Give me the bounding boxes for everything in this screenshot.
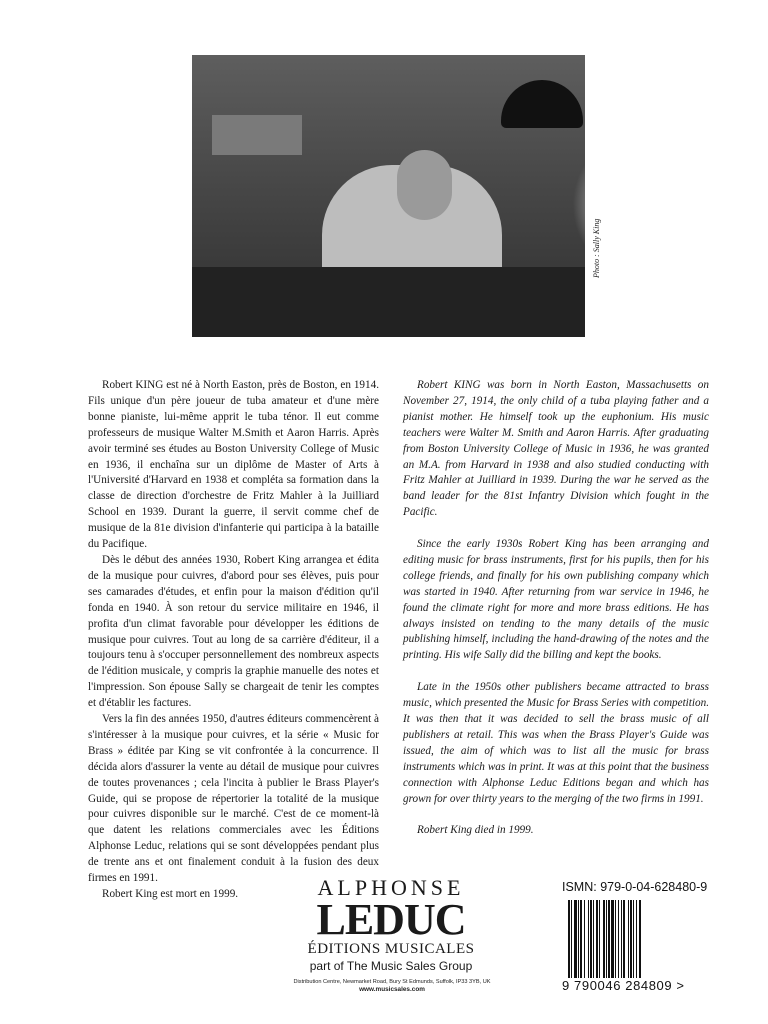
french-paragraph-2: Dès le début des années 1930, Robert King arrangea et édita de la musique pour cuivres, d'abord pour ses élèves, puis pour ses camarades d'études, et enfin pour la maison d'édition qu'il fonda en 1940. À son retour du service militaire en 1946, il profita d'un climat favorable pour développer les éditions de musique pour cuivres. Tout au long de sa carrière d'éditeur, il a toujours tenu à s'occuper personnellement des nombreux aspects de l'édition musicale, y compris la graphie manuelle des notes et l'impression. Son épouse Sally se chargeait de tenir les comptes et d'établir les factures. xyxy=(88,553,379,710)
ismn-label: ISMN: 979-0-04-628480-9 xyxy=(562,880,708,894)
french-paragraph-4: Robert King est mort en 1999. xyxy=(102,888,239,900)
english-text-column xyxy=(403,378,709,855)
french-text-column xyxy=(88,378,379,903)
logo-editions: ÉDITIONS MUSICALES xyxy=(307,941,475,957)
publisher-logo xyxy=(300,876,482,973)
logo-leduc: LEDUC xyxy=(316,895,466,944)
english-paragraph-3: Late in the 1950s other publishers became attracted to brass music, which presented the Music for Brass Series with competition. It was then that it was decided to sell the brass music of all publishers at retail. This was when the Brass Player's Guide was issued, the aim of which was to list all the music for brass instruments which was in print. It was at this point that the business connection with Alphonse Leduc Editions began and which has grown for over thirty years to the merging of the two firms in 1991. xyxy=(403,681,709,805)
photo-shelf xyxy=(212,115,302,155)
english-paragraph-2: Since the early 1930s Robert King has been arranging and editing music for brass instruments, first for his pupils, then for his college friends, and finally for his own publishing company which was started in 1940. After returning from war service in 1946, he found the climate right for more and more brass editions. He has always insisted on tending to the many details of the music publishing himself, including the hand-drawing of the notes and the printing. His wife Sally did the billing and kept the books. xyxy=(403,538,709,662)
french-paragraph-1: Robert KING est né à North Easton, près de Boston, en 1914. Fils unique d'un père joueur de tuba amateur et d'une mère bonne pianiste, lui-même apprit le tuba ténor. Il eut comme professeurs de musique Walter M.Smith et Aaron Harris. Après avoir terminé ses études au Boston University College of Music en 1936, il enchaîna sur un diplôme de Master of Arts à l'Université d'Harvard en 1938 et compléta sa formation dans la classe de direction d'orchestre de Fritz Mahler à la Juilliard School en 1939. Durant la guerre, il servit comme chef de musique de la 81e division d'infanterie qui participa à la bataille du Pacifique. xyxy=(88,379,379,551)
english-paragraph-1: Robert KING was born in North Easton, Massachusetts on November 27, 1914, the only child of a tuba playing father and a pianist mother. He himself took up the euphonium. His music teachers were Walter M. Smith and Aaron Harris. After graduating from Boston University College of Music in 1936, he was granted an M.A. from Harvard in 1938 and also studied conducting with Fritz Mahler at Juilliard in 1939. During the war he served as the band leader for the 81st Infantry Division which fought in the Pacific. xyxy=(403,379,709,519)
photo-head xyxy=(397,150,452,220)
publisher-url: www.musicsales.com xyxy=(359,986,425,993)
barcode-number: 9 790046 284809 > xyxy=(562,978,685,993)
photo-credit: Photo : Sally King xyxy=(592,218,601,278)
author-photo xyxy=(192,55,585,337)
photo-desk xyxy=(192,267,585,337)
photo-lamp xyxy=(501,80,583,128)
logo-group: part of The Music Sales Group xyxy=(309,959,473,973)
english-paragraph-4: Robert King died in 1999. xyxy=(417,824,534,837)
distribution-info xyxy=(274,978,510,994)
barcode-gap xyxy=(641,900,642,978)
distribution-address: Distribution Centre, Newmarket Road, Bury St Edmunds, Suffolk, IP33 3YB, UK xyxy=(293,979,491,985)
french-paragraph-3: Vers la fin des années 1950, d'autres éditeurs commencèrent à s'intéresser à la musique pour cuivres, et la série « Music for Brass » éditée par King se vit confrontée à la concurrence. Il décida alors d'assurer la vente au détail de musique pour cuivres de toutes provenances ; cela l'incita à publier le Brass Player's Guide, qui se propose de répertorier la totalité de la musique pour cuivres disponible sur le marché. C'est de ce moment-là que datent les relations commerciales avec les Éditions Alphonse Leduc, relations qui se sont développées pendant plus de trente ans et ont finalement conduit à la fusion des deux firmes en 1991. xyxy=(88,713,379,885)
logo-alphonse: ALPHONSE xyxy=(317,875,465,900)
barcode xyxy=(568,900,688,978)
